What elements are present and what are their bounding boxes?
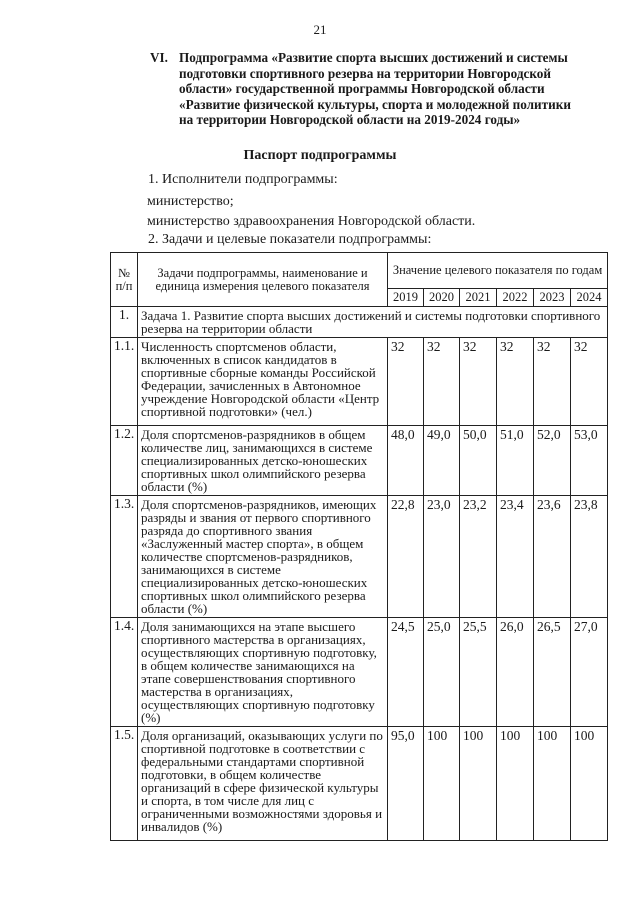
row-value: 23,0 [424, 496, 460, 618]
row-text: Доля спортсменов-разрядников, имеющих разряды и звания от первого спортивного разряда до спортивного звания «Заслуженный мастер спорта», в общем количестве спортсменов-разрядников, занимающихся в системе специализированных детско-юношеских спортивных школ олимпийского резерва области (%) [138, 496, 388, 618]
executor-2: министерство здравоохранения Новгородской области. [147, 214, 476, 229]
row-value: 32 [460, 338, 497, 426]
row-text: Доля спортсменов-разрядников в общем количестве лиц, занимающихся в системе специализированных детско-юношеских спортивных школ олимпийского резерва области (%) [138, 426, 388, 496]
table-row [111, 496, 608, 618]
task-row [111, 307, 608, 338]
section-heading [150, 50, 580, 128]
row-value: 100 [534, 727, 571, 841]
header-year: 2024 [571, 289, 608, 307]
task-text: Задача 1. Развитие спорта высших достижений и системы подготовки спортивного резерва на территории области [138, 307, 608, 338]
row-value: 49,0 [424, 426, 460, 496]
row-value: 26,5 [534, 618, 571, 727]
row-value: 100 [424, 727, 460, 841]
header-year: 2023 [534, 289, 571, 307]
task-number: 1. [111, 307, 138, 338]
row-value: 23,6 [534, 496, 571, 618]
row-value: 32 [424, 338, 460, 426]
table-row [111, 727, 608, 841]
row-number: 1.5. [111, 727, 138, 841]
header-year: 2021 [460, 289, 497, 307]
header-year: 2022 [497, 289, 534, 307]
executors-heading: 1. Исполнители подпрограммы: [148, 172, 338, 187]
header-values: Значение целевого показателя по годам [388, 253, 608, 289]
row-value: 25,0 [424, 618, 460, 727]
header-description: Задачи подпрограммы, наименование и единица измерения целевого показателя [138, 253, 388, 307]
row-value: 53,0 [571, 426, 608, 496]
row-value: 24,5 [388, 618, 424, 727]
row-value: 23,2 [460, 496, 497, 618]
targets-table [110, 252, 608, 841]
row-text: Численность спортсменов области, включенных в список кандидатов в спортивные сборные команды Российской Федерации, зачисленных в Автономное учреждение Новгородской области «Центр спортивной подготовки» (чел.) [138, 338, 388, 426]
row-number: 1.2. [111, 426, 138, 496]
row-value: 48,0 [388, 426, 424, 496]
table-row [111, 426, 608, 496]
row-value: 100 [571, 727, 608, 841]
row-value: 27,0 [571, 618, 608, 727]
row-value: 25,5 [460, 618, 497, 727]
row-value: 32 [534, 338, 571, 426]
row-value: 23,8 [571, 496, 608, 618]
row-number: 1.3. [111, 496, 138, 618]
header-year: 2019 [388, 289, 424, 307]
row-value: 51,0 [497, 426, 534, 496]
row-value: 32 [571, 338, 608, 426]
row-value: 32 [388, 338, 424, 426]
section-number: VI. [150, 50, 168, 65]
tasks-heading: 2. Задачи и целевые показатели подпрограммы: [148, 232, 432, 247]
table-row [111, 618, 608, 727]
row-number: 1.4. [111, 618, 138, 727]
row-number: 1.1. [111, 338, 138, 426]
row-value: 100 [497, 727, 534, 841]
row-value: 95,0 [388, 727, 424, 841]
row-text: Доля организаций, оказывающих услуги по спортивной подготовке в соответствии с федеральными стандартами спортивной подготовки, в общем количестве организаций в сфере физической культуры и спорта, в том числе для лиц с ограниченными возможностями здоровья и инвалидов (%) [138, 727, 388, 841]
row-value: 23,4 [497, 496, 534, 618]
table-row [111, 338, 608, 426]
header-number: № п/п [111, 253, 138, 307]
page-number: 21 [313, 22, 327, 37]
row-value: 52,0 [534, 426, 571, 496]
header-year: 2020 [424, 289, 460, 307]
passport-title: Паспорт подпрограммы [243, 148, 397, 163]
row-value: 22,8 [388, 496, 424, 618]
section-title: Подпрограмма «Развитие спорта высших достижений и системы подготовки спортивного резерва на территории Новгородской области» государственной программы Новгородской области «Развитие физической культуры, спорта и молодежной политики на территории Новгородской области на 2019-2024 годы» [179, 50, 571, 127]
row-value: 50,0 [460, 426, 497, 496]
row-value: 32 [497, 338, 534, 426]
row-value: 100 [460, 727, 497, 841]
executor-1: министерство; [147, 194, 234, 209]
row-text: Доля занимающихся на этапе высшего спортивного мастерства в организациях, осуществляющих спортивную подготовку, в общем количестве занимающихся на этапе совершенствования спортивного мастерства в организациях, осуществляющих спортивную подготовку (%) [138, 618, 388, 727]
row-value: 26,0 [497, 618, 534, 727]
